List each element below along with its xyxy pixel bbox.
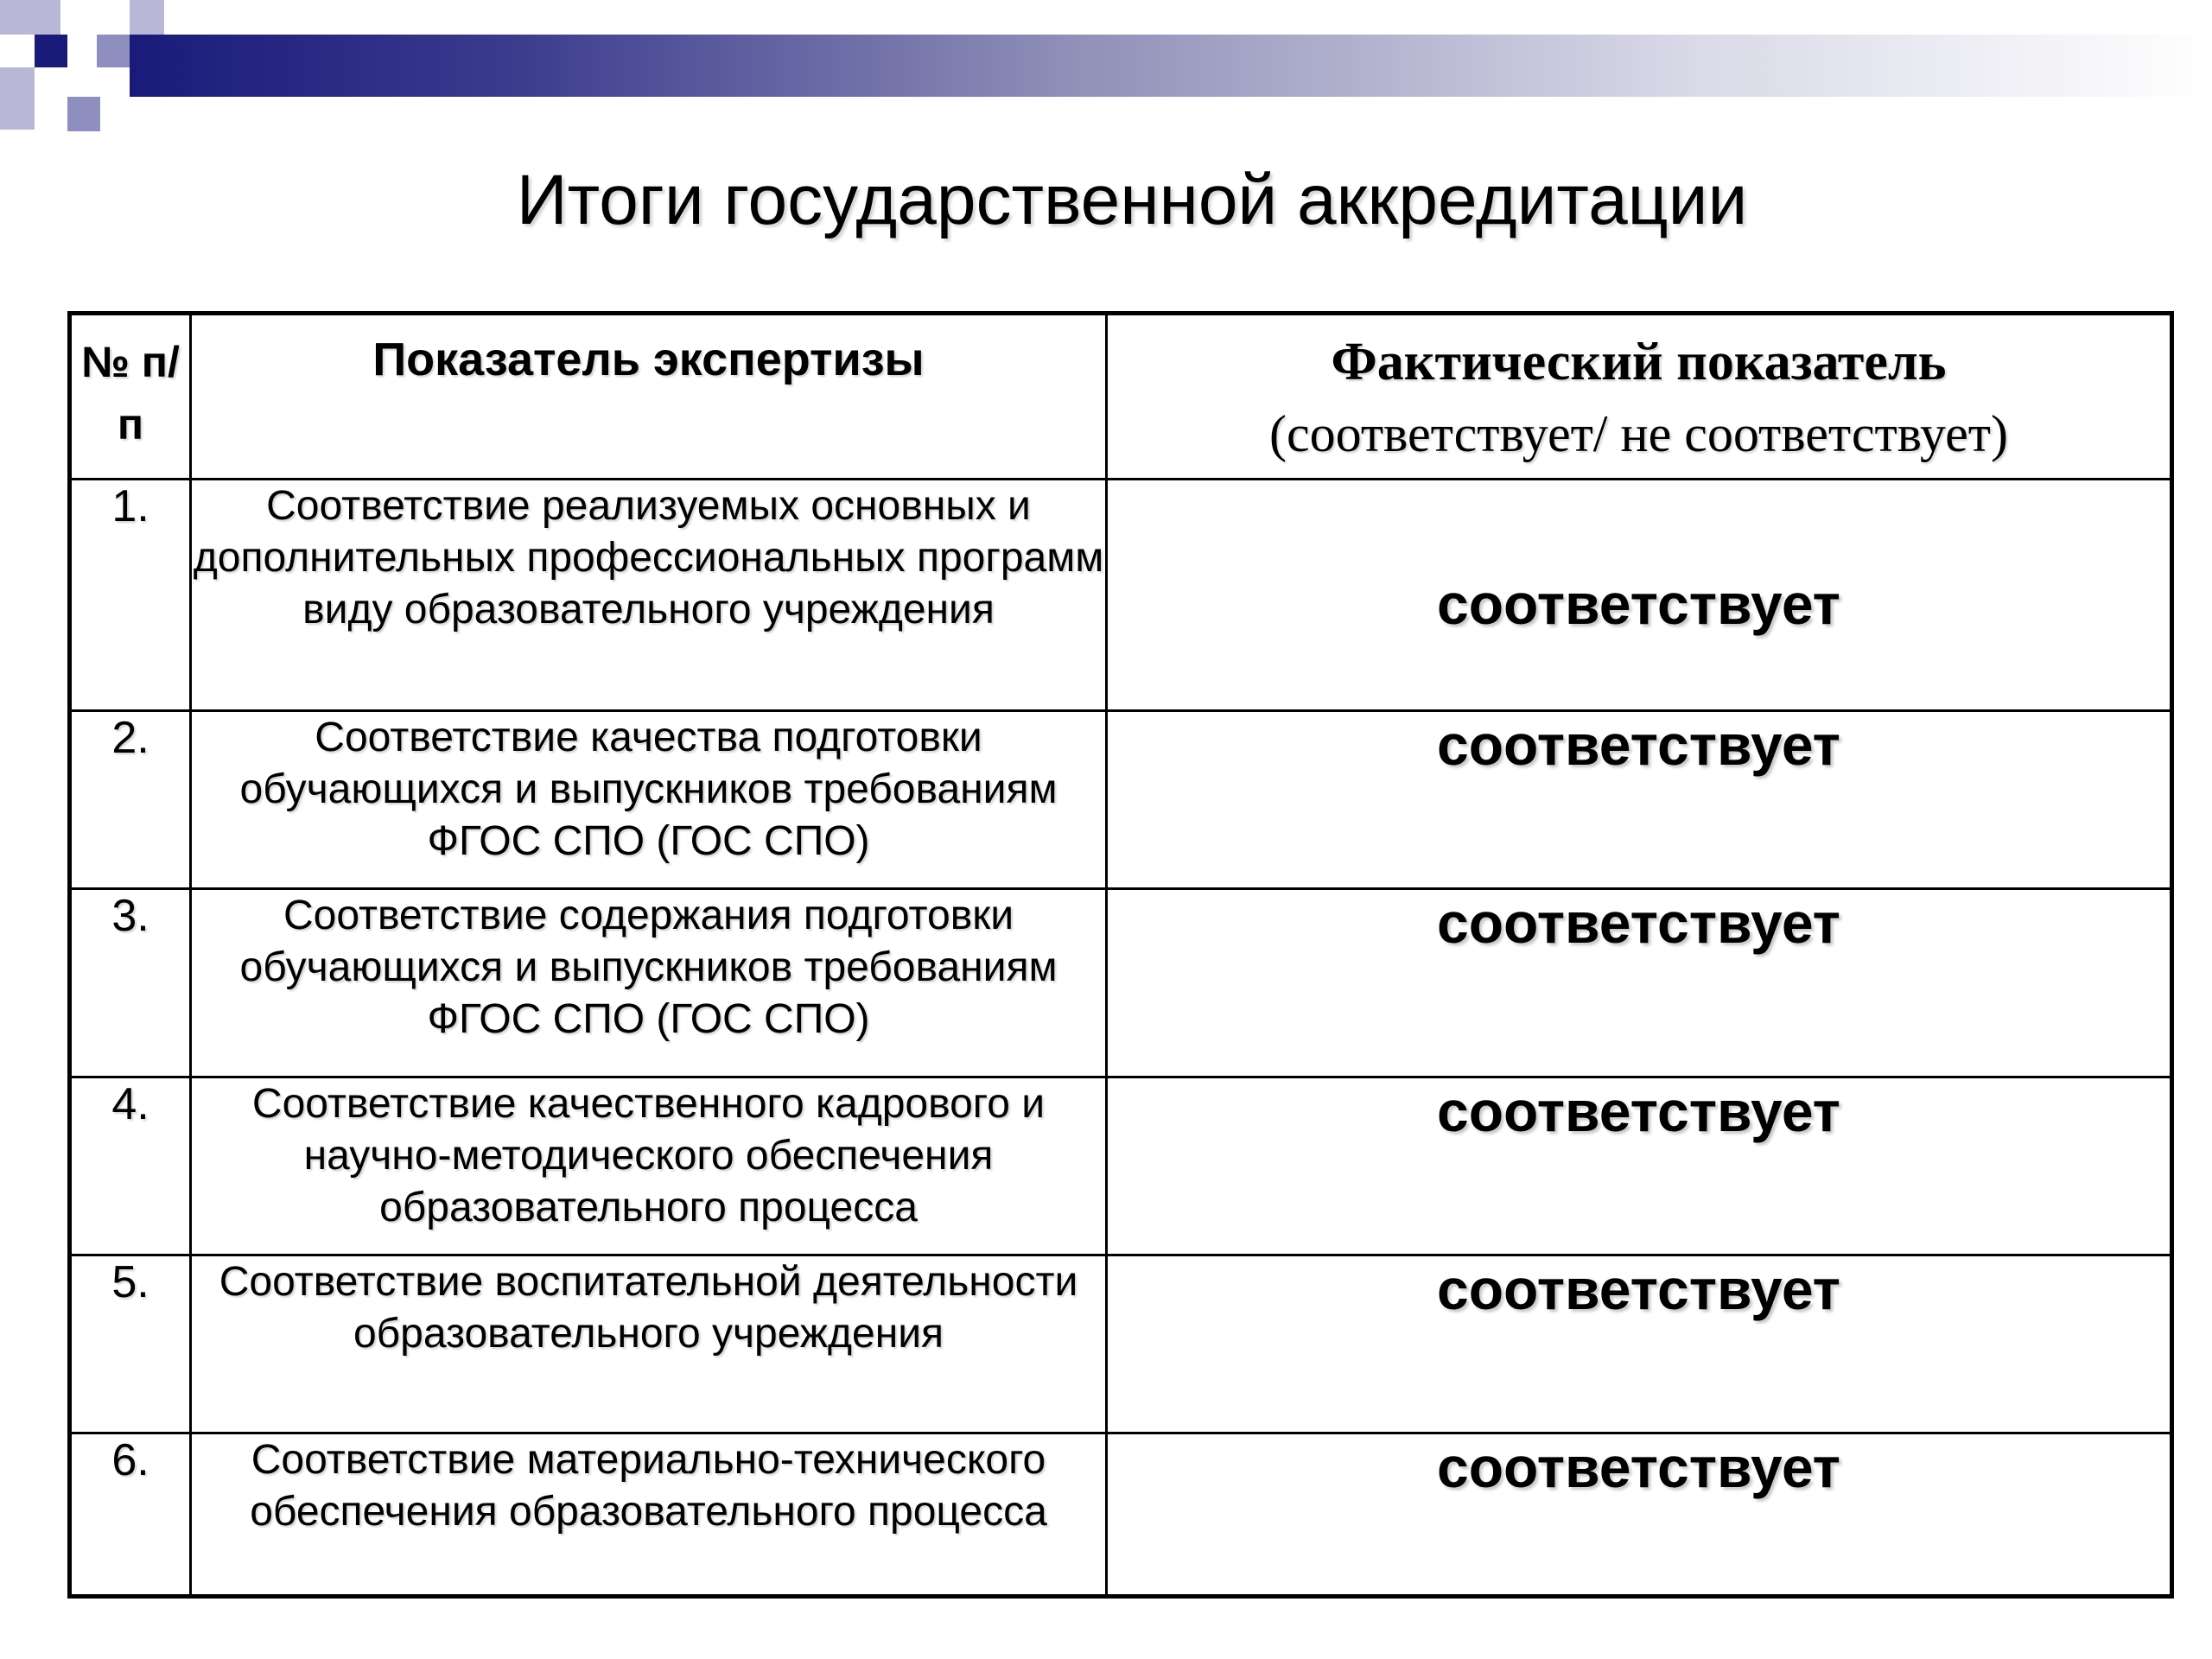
table-header-row	[70, 314, 2172, 480]
table-row	[70, 1077, 2172, 1255]
header-indicator-cell	[191, 314, 1107, 480]
decor-square	[35, 35, 67, 67]
decor-square	[0, 0, 60, 35]
header-actual	[1108, 315, 2170, 471]
table-row	[70, 1433, 2172, 1597]
row-value: соответствует	[1107, 1255, 2172, 1433]
decor-square	[130, 0, 164, 35]
header-actual-title: Фактический показатель	[1331, 333, 1947, 391]
row-number: 5.	[70, 1255, 191, 1433]
accreditation-table	[67, 311, 2174, 1599]
table-row	[70, 1255, 2172, 1433]
header-band	[130, 35, 2212, 97]
header-num-cell	[70, 314, 191, 480]
row-value: соответствует	[1107, 1077, 2172, 1255]
row-indicator: Соответствие воспитательной деятельности образовательного учреждения	[191, 1255, 1107, 1433]
row-value: соответствует	[1107, 1433, 2172, 1597]
header-actual-subtitle: (соответствует/ не соответствует)	[1269, 405, 2008, 462]
row-value: соответствует	[1107, 889, 2172, 1077]
row-number: 4.	[70, 1077, 191, 1255]
row-indicator: Соответствие материально-технического обеспечения образовательного процесса	[191, 1433, 1107, 1597]
decor-square	[97, 35, 130, 67]
row-number: 2.	[70, 711, 191, 889]
row-indicator: Соответствие реализуемых основных и дополнительных профессиональных программ виду образовательного учреждения	[191, 480, 1107, 711]
row-value: соответствует	[1107, 480, 2172, 711]
row-number: 3.	[70, 889, 191, 1077]
row-number: 1.	[70, 480, 191, 711]
header-num: № п/п	[81, 338, 180, 448]
row-number: 6.	[70, 1433, 191, 1597]
table-row	[70, 480, 2172, 711]
table-row	[70, 889, 2172, 1077]
row-value: соответствует	[1107, 711, 2172, 889]
page-title: Итоги государственной аккредитации	[516, 161, 1748, 239]
row-indicator: Соответствие содержания подготовки обучающихся и выпускников требованиям ФГОС СПО (ГОС СПО)	[191, 889, 1107, 1077]
decor-square	[67, 97, 100, 131]
row-indicator: Соответствие качества подготовки обучающихся и выпускников требованиям ФГОС СПО (ГОС СПО)	[191, 711, 1107, 889]
decor-square	[0, 67, 35, 130]
row-indicator: Соответствие качественного кадрового и научно-методического обеспечения образовательного процесса	[191, 1077, 1107, 1255]
table-row	[70, 711, 2172, 889]
header-actual-cell	[1107, 314, 2172, 480]
header-indicator: Показатель экспертизы	[372, 334, 925, 385]
